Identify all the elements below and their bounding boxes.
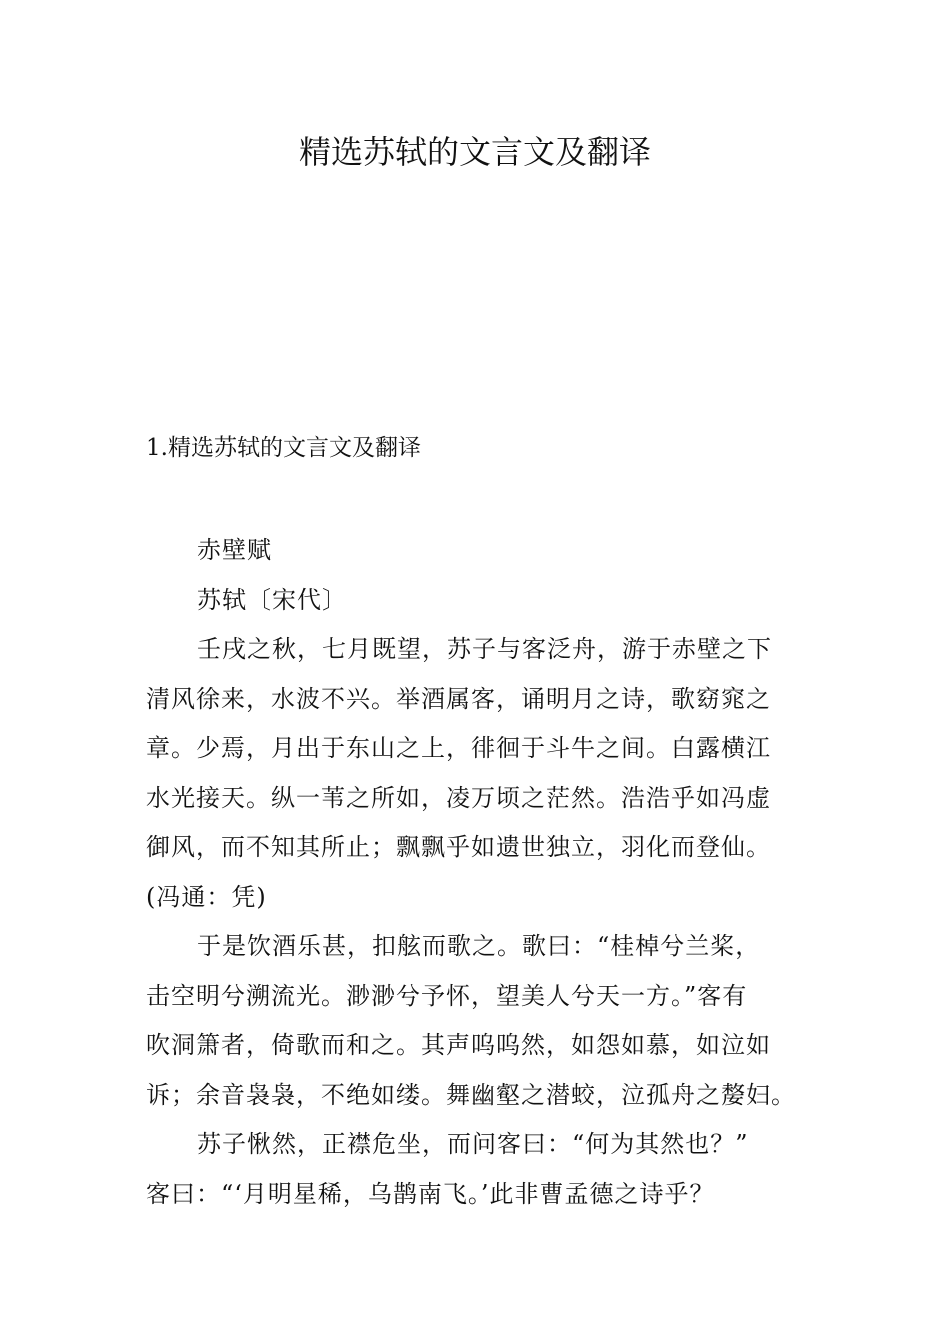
document-title: 精选苏轼的文言文及翻译	[298, 133, 651, 171]
text-line: 章。少焉，月出于东山之上，徘徊于斗牛之间。白露横江	[146, 734, 771, 762]
text-line: 清风徐来，水波不兴。举酒属客，诵明月之诗，歌窈窕之	[146, 684, 771, 713]
text-line: 御风，而不知其所止；飘飘乎如遗世独立，羽化而登仙。	[146, 833, 771, 861]
document-body	[146, 526, 810, 1219]
text-line: 击空明兮溯流光。渺渺兮予怀，望美人兮天一方。”客有	[146, 981, 748, 1010]
text-line: 水光接天。纵一苇之所如，凌万顷之茫然。浩浩乎如冯虚	[146, 783, 771, 812]
text-line: 客曰：“‘月明星稀，乌鹊南飞。’此非曹孟德之诗乎？	[146, 1179, 715, 1208]
text-line: 于是饮酒乐甚，扣舷而歌之。歌曰：“桂棹兮兰桨，	[197, 932, 761, 960]
text-line: 吹洞箫者，倚歌而和之。其声呜呜然，如怨如慕，如泣如	[146, 1031, 771, 1059]
text-line: 诉；余音袅袅，不绝如缕。舞幽壑之潜蛟，泣孤舟之嫠妇。	[146, 1080, 796, 1109]
section-heading: 1.精选苏轼的文言文及翻译	[146, 435, 421, 461]
text-line: 赤壁赋	[197, 536, 272, 564]
text-line: 苏轼〔宋代〕	[197, 585, 347, 614]
text-line: 苏子愀然，正襟危坐，而问客曰：“何为其然也？”	[197, 1130, 749, 1158]
text-line: (冯通：凭)	[146, 882, 267, 911]
text-line: 壬戌之秋，七月既望，苏子与客泛舟，游于赤壁之下	[197, 635, 772, 663]
